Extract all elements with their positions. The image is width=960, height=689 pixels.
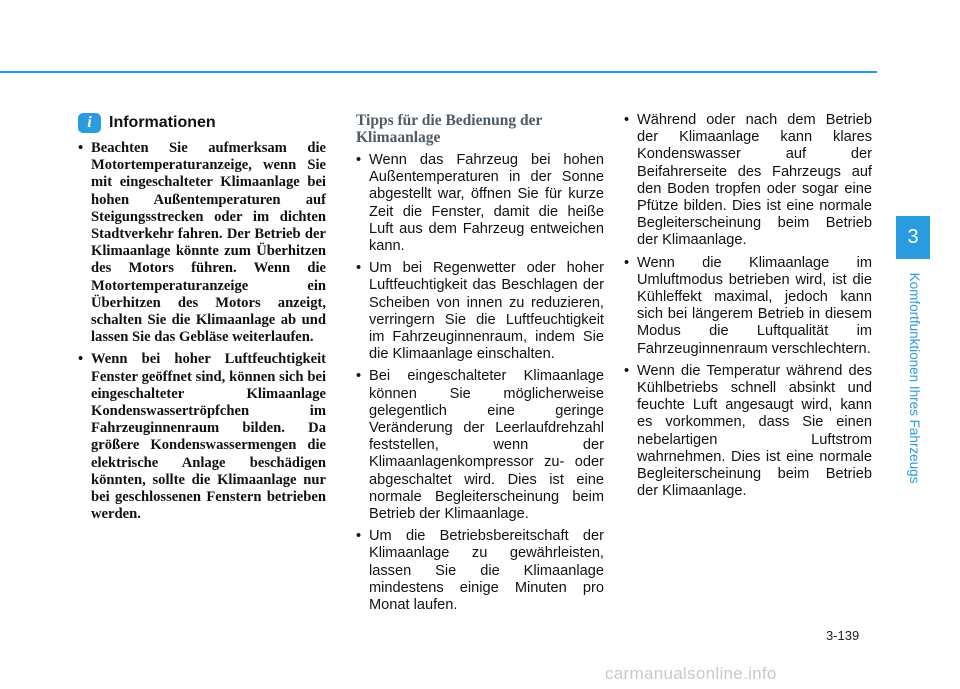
page-number: 3-139 xyxy=(826,628,860,643)
list-item: • Wenn die Klimaanlage im Umluftmodus betrieben wird, ist die Kühleffekt maximal, jedoch kann sich bei längerem Betrieb in diesem Modus die Luftqualität im Fahrzeuginnenraum verschlechtern. xyxy=(624,255,872,358)
list-item: • Beachten Sie aufmerksam die Motortemperaturanzeige, wenn Sie mit eingeschalteter Klimaanlage bei hohen Außentemperaturen auf Steigungsstrecken oder im dichten Stadtverkehr fahren. Der Betrieb der Klimaanlage könnte zum Überhitzen des Motors führen. Wenn die Motortemperaturanzeige ein Überhitzen des Motors anzeigt, schalten Sie die Klimaanlage ab und lassen Sie das Gebläse weiterlaufen. xyxy=(78,140,326,346)
list-item: • Um die Betriebsbereitschaft der Klimaanlage zu gewährleisten, lassen Sie die Klimaanlage mindestens einige Minuten pro Monat laufen. xyxy=(356,528,604,614)
section-title: Tipps für die Bedienung der Klimaanlage xyxy=(356,112,543,146)
info-icon: i xyxy=(78,113,101,133)
watermark: carmanualsonline.info xyxy=(605,664,777,683)
list-item: • Wenn das Fahrzeug bei hohen Außentemperaturen in der Sonne abgestellt war, öffnen Sie für kurze Zeit die Fenster, damit die heiße Luft aus dem Fahrzeug entweichen kann. xyxy=(356,152,604,255)
info-header xyxy=(78,112,326,134)
tips-list-continued xyxy=(624,112,872,500)
header-rule xyxy=(0,71,877,73)
list-item: • Um bei Regenwetter oder hoher Luftfeuchtigkeit das Beschlagen der Scheiben von innen zu reduzieren, verringern Sie die Luftfeuchtigkeit im Fahrzeuginnenraum, indem Sie die Klimaanlage einschalten. xyxy=(356,260,604,363)
tips-column-continued xyxy=(624,112,872,505)
info-list xyxy=(78,140,326,523)
chapter-tab: 3 xyxy=(896,216,930,259)
list-item: • Wenn die Temperatur während des Kühlbetriebs schnell absinkt und feuchte Luft angesaugt wird, kann es vorkommen, dass Sie einen nebelartigen Luftstrom wahrnehmen. Dies ist eine normale Begleiterscheinung beim Betrieb der Klimaanlage. xyxy=(624,363,872,501)
list-item: • Während oder nach dem Betrieb der Klimaanlage kann klares Kondenswasser auf der Beifahrerseite des Fahrzeugs auf den Boden tropfen oder sogar eine Pfütze bilden. Dies ist eine normale Begleiterscheinung beim Betrieb der Klimaanlage. xyxy=(624,112,872,250)
list-item: • Wenn bei hoher Luftfeuchtigkeit Fenster geöffnet sind, können sich bei eingeschalteter Klimaanlage Kondenswassertröpfchen im Fahrzeuginnenraum bilden. Da größere Kondenswassermengen die elektrische Anlage beschädigen könnten, sollte die Klimaanlage nur bei geschlossenen Fenstern betrieben werden. xyxy=(78,351,326,523)
list-item: • Bei eingeschalteter Klimaanlage können Sie möglicherweise gelegentlich eine geringe Veränderung der Leerlaufdrehzahl feststellen, wenn der Klimaanlagenkompressor zu- oder abgeschaltet wird. Dies ist eine normale Begleiterscheinung beim Betrieb der Klimaanlage. xyxy=(356,368,604,523)
tips-list xyxy=(356,152,604,614)
info-column xyxy=(78,112,326,528)
info-title: Informationen xyxy=(109,114,216,132)
tips-column xyxy=(356,112,604,619)
chapter-label: Komfortfunktionen Ihres Fahrzeugs xyxy=(907,272,922,484)
